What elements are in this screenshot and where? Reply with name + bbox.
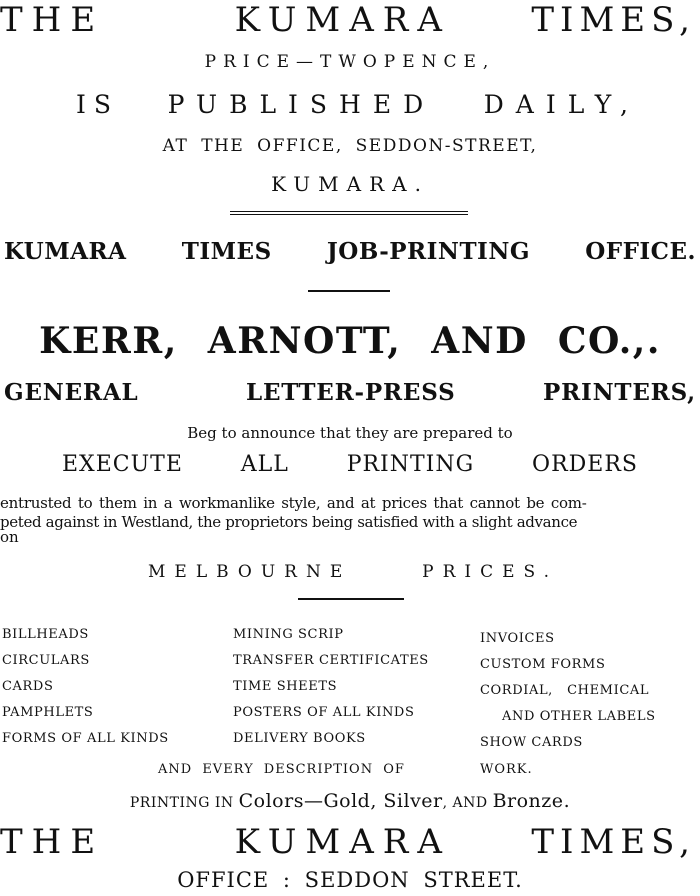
melbourne-word: MELBOURNE	[148, 562, 352, 582]
job-office-rule	[308, 290, 390, 292]
service-item: AND OTHER LABELS	[502, 709, 656, 724]
job-word-job-printing: JOB-PRINTING	[326, 238, 530, 265]
body-paragraph-line-3: on	[0, 528, 19, 546]
price-line: PRICE—TWOPENCE,	[204, 52, 496, 72]
colors-gold: Gold	[323, 790, 371, 812]
masthead-kumara: KUMARA	[234, 0, 451, 40]
services-column-2	[233, 622, 429, 752]
colors-printing-in: PRINTING IN	[129, 795, 239, 811]
job-office-heading	[0, 238, 700, 265]
service-item: DELIVERY BOOKS	[233, 731, 366, 746]
work-text: WORK.	[480, 762, 533, 777]
colors-bronze: Bronze	[492, 790, 564, 812]
masthead-title	[0, 0, 700, 40]
trade-word-general: GENERAL	[4, 379, 139, 406]
firm-name: KERR, ARNOTT, AND CO.,.	[39, 320, 661, 362]
trade-word-letterpress: LETTER-PRESS	[245, 379, 456, 406]
published-word-daily: DAILY,	[483, 90, 640, 119]
footer-office-line: OFFICE : SEDDON STREET.	[177, 868, 523, 892]
masthead-the: THE	[0, 0, 105, 40]
published-word-is: IS	[76, 90, 120, 119]
trade-heading	[0, 379, 700, 406]
town-line: KUMARA.	[271, 172, 429, 196]
footer-title	[0, 822, 700, 862]
colors-and: , AND	[442, 795, 493, 811]
melbourne-rule	[298, 598, 404, 600]
office-line: AT THE OFFICE, SEDDON-STREET,	[162, 136, 538, 156]
trade-word-printers: PRINTERS,	[543, 379, 696, 406]
announce-line: Beg to announce that they are prepared to	[187, 424, 513, 442]
execute-word-orders: ORDERS	[532, 452, 638, 477]
colors-period: .	[563, 790, 571, 812]
colors-word: Colors	[238, 790, 304, 812]
colors-silver: Silver	[383, 790, 443, 812]
service-item: CORDIAL, CHEMICAL	[480, 683, 650, 698]
footer-the: THE	[0, 822, 105, 862]
printing-in-colors-line	[0, 790, 700, 812]
execute-heading	[0, 452, 700, 477]
body-paragraph-line-2: peted against in Westland, the proprietors being satisfied with a slight advance	[0, 513, 578, 531]
service-item: TRANSFER CERTIFICATES	[233, 653, 429, 668]
service-item: INVOICES	[480, 631, 555, 646]
execute-word-all: ALL	[240, 452, 289, 477]
service-item: CARDS	[2, 679, 54, 694]
service-item: TIME SHEETS	[233, 679, 338, 694]
service-item: BILLHEADS	[2, 627, 89, 642]
service-item: PAMPHLETS	[2, 705, 94, 720]
every-description-text: AND EVERY DESCRIPTION OF	[158, 762, 405, 777]
published-word-published: PUBLISHED	[167, 90, 436, 119]
service-item: MINING SCRIP	[233, 627, 344, 642]
execute-word-printing: PRINTING	[346, 452, 475, 477]
service-item: SHOW CARDS	[480, 735, 583, 750]
colors-dash: —	[303, 790, 324, 812]
masthead-double-rule	[230, 211, 468, 215]
body-paragraph-line-1: entrusted to them in a workmanlike style, and at prices that cannot be com-	[0, 494, 587, 512]
melbourne-prices	[0, 562, 700, 582]
service-item: CIRCULARS	[2, 653, 90, 668]
colors-sep1: ,	[370, 790, 384, 812]
footer-kumara: KUMARA	[234, 822, 451, 862]
prices-word: PRICES.	[422, 562, 558, 582]
published-line	[0, 90, 700, 119]
service-item: POSTERS OF ALL KINDS	[233, 705, 415, 720]
services-column-3	[480, 626, 698, 756]
execute-word-execute: EXECUTE	[62, 452, 183, 477]
services-column-1	[2, 622, 169, 752]
masthead-times: TIMES,	[531, 0, 696, 40]
job-word-office: OFFICE.	[585, 238, 696, 265]
footer-times: TIMES,	[531, 822, 696, 862]
job-word-times: TIMES	[181, 238, 272, 265]
service-item: CUSTOM FORMS	[480, 657, 606, 672]
job-word-kumara: KUMARA	[4, 238, 127, 265]
service-item: FORMS OF ALL KINDS	[2, 731, 169, 746]
